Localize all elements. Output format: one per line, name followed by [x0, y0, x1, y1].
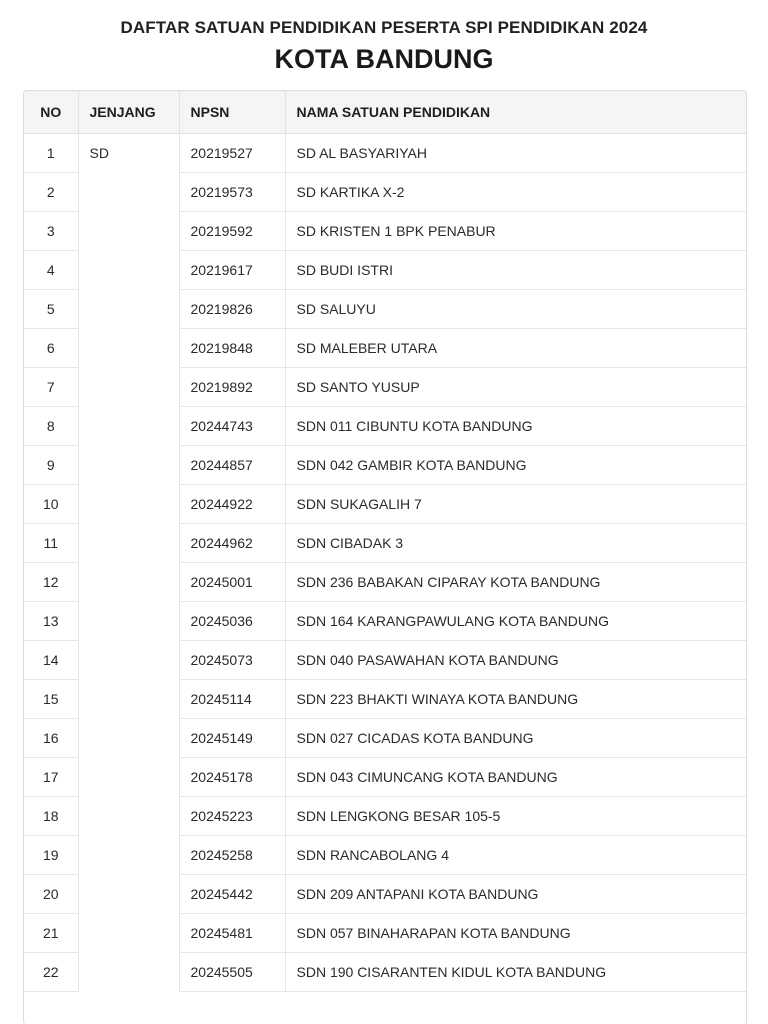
row-npsn: 20245114 [179, 680, 285, 719]
row-nama-satuan: SDN 057 BINAHARAPAN KOTA BANDUNG [285, 914, 746, 953]
row-npsn: 20245442 [179, 875, 285, 914]
row-nama-satuan: SDN 027 CICADAS KOTA BANDUNG [285, 719, 746, 758]
row-no: 5 [24, 290, 78, 329]
row-nama-satuan: SD AL BASYARIYAH [285, 134, 746, 173]
row-no: 2 [24, 173, 78, 212]
row-no: 19 [24, 836, 78, 875]
row-npsn: 20245178 [179, 758, 285, 797]
school-table [24, 91, 746, 992]
row-jenjang: SD [78, 134, 179, 992]
row-no: 16 [24, 719, 78, 758]
row-npsn: 20245001 [179, 563, 285, 602]
school-table-container[interactable] [23, 90, 747, 1024]
table-row [24, 134, 746, 173]
row-nama-satuan: SDN 190 CISARANTEN KIDUL KOTA BANDUNG [285, 953, 746, 992]
table-header-row [24, 91, 746, 134]
row-no: 10 [24, 485, 78, 524]
row-no: 17 [24, 758, 78, 797]
row-nama-satuan: SDN 011 CIBUNTU KOTA BANDUNG [285, 407, 746, 446]
row-npsn: 20244922 [179, 485, 285, 524]
row-npsn: 20245505 [179, 953, 285, 992]
row-no: 13 [24, 602, 78, 641]
row-nama-satuan: SD SANTO YUSUP [285, 368, 746, 407]
row-nama-satuan: SDN 040 PASAWAHAN KOTA BANDUNG [285, 641, 746, 680]
row-no: 8 [24, 407, 78, 446]
row-no: 6 [24, 329, 78, 368]
column-header-jenjang: JENJANG [78, 91, 179, 134]
row-no: 3 [24, 212, 78, 251]
row-npsn: 20244857 [179, 446, 285, 485]
row-nama-satuan: SDN SUKAGALIH 7 [285, 485, 746, 524]
row-no: 7 [24, 368, 78, 407]
row-no: 15 [24, 680, 78, 719]
row-npsn: 20219892 [179, 368, 285, 407]
row-npsn: 20244962 [179, 524, 285, 563]
row-npsn: 20244743 [179, 407, 285, 446]
row-npsn: 20219573 [179, 173, 285, 212]
page-title: DAFTAR SATUAN PENDIDIKAN PESERTA SPI PENDIDIKAN 2024 [120, 18, 648, 37]
row-npsn: 20219592 [179, 212, 285, 251]
row-npsn: 20219527 [179, 134, 285, 173]
column-header-nama: NAMA SATUAN PENDIDIKAN [285, 91, 746, 134]
row-no: 11 [24, 524, 78, 563]
row-nama-satuan: SDN CIBADAK 3 [285, 524, 746, 563]
column-header-npsn: NPSN [179, 91, 285, 134]
row-no: 20 [24, 875, 78, 914]
table-header [24, 91, 746, 134]
row-nama-satuan: SDN LENGKONG BESAR 105-5 [285, 797, 746, 836]
row-npsn: 20245036 [179, 602, 285, 641]
row-nama-satuan: SD KRISTEN 1 BPK PENABUR [285, 212, 746, 251]
table-body [24, 134, 746, 992]
row-npsn: 20219826 [179, 290, 285, 329]
row-npsn: 20245223 [179, 797, 285, 836]
row-nama-satuan: SDN 223 BHAKTI WINAYA KOTA BANDUNG [285, 680, 746, 719]
row-npsn: 20245073 [179, 641, 285, 680]
row-nama-satuan: SDN 043 CIMUNCANG KOTA BANDUNG [285, 758, 746, 797]
row-nama-satuan: SDN 236 BABAKAN CIPARAY KOTA BANDUNG [285, 563, 746, 602]
row-npsn: 20245258 [179, 836, 285, 875]
row-no: 21 [24, 914, 78, 953]
row-npsn: 20245149 [179, 719, 285, 758]
row-no: 9 [24, 446, 78, 485]
row-no: 1 [24, 134, 78, 173]
row-npsn: 20245481 [179, 914, 285, 953]
row-no: 18 [24, 797, 78, 836]
row-npsn: 20219617 [179, 251, 285, 290]
row-no: 4 [24, 251, 78, 290]
row-nama-satuan: SDN 209 ANTAPANI KOTA BANDUNG [285, 875, 746, 914]
page-subtitle: KOTA BANDUNG [274, 44, 494, 74]
row-nama-satuan: SDN 164 KARANGPAWULANG KOTA BANDUNG [285, 602, 746, 641]
row-nama-satuan: SD KARTIKA X-2 [285, 173, 746, 212]
column-header-no: NO [24, 91, 78, 134]
row-nama-satuan: SD MALEBER UTARA [285, 329, 746, 368]
row-no: 14 [24, 641, 78, 680]
row-nama-satuan: SDN RANCABOLANG 4 [285, 836, 746, 875]
row-npsn: 20219848 [179, 329, 285, 368]
row-nama-satuan: SDN 042 GAMBIR KOTA BANDUNG [285, 446, 746, 485]
row-no: 22 [24, 953, 78, 992]
row-no: 12 [24, 563, 78, 602]
row-nama-satuan: SD BUDI ISTRI [285, 251, 746, 290]
row-nama-satuan: SD SALUYU [285, 290, 746, 329]
